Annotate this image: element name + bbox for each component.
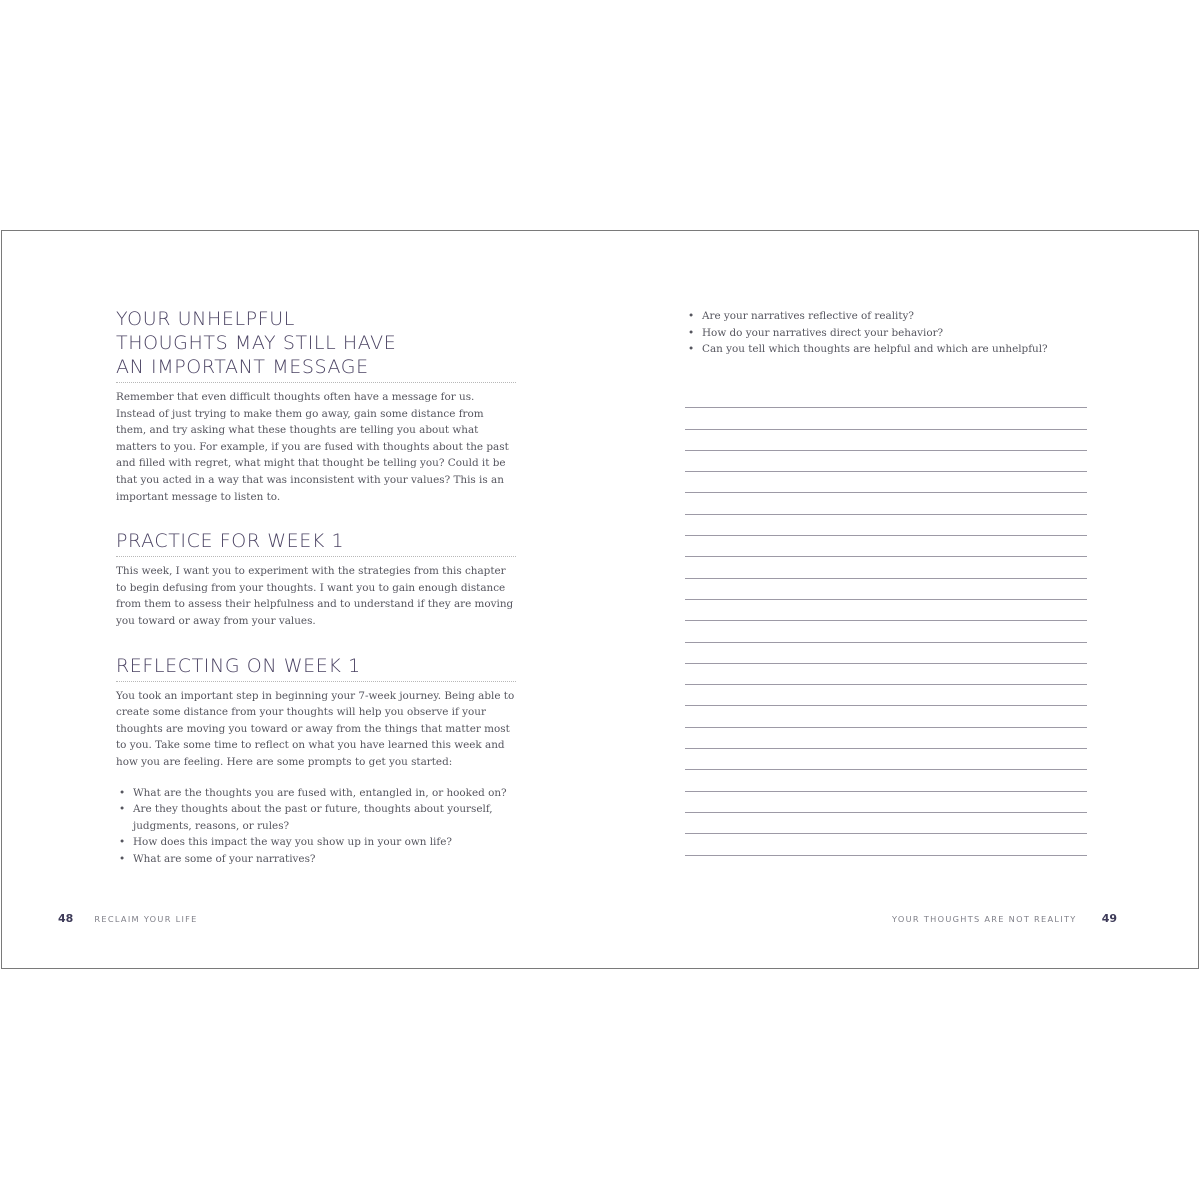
prompt-item: • Are your narratives reflective of reality?: [685, 308, 1087, 325]
prompt-item: • What are the thoughts you are fused with, entangled in, or hooked on?: [116, 785, 516, 802]
section-practice-week-1: [116, 529, 516, 629]
writing-line: [685, 557, 1087, 578]
page-number: 48: [58, 912, 74, 925]
heading-line: YOUR UNHELPFUL: [116, 308, 295, 330]
writing-line: [685, 770, 1087, 791]
writing-line: [685, 515, 1087, 536]
running-head: YOUR THOUGHTS ARE NOT REALITY: [892, 914, 1077, 924]
writing-line: [685, 643, 1087, 664]
heading-line: THOUGHTS MAY STILL HAVE: [116, 332, 397, 354]
prompt-item: • How does this impact the way you show up in your own life?: [116, 834, 516, 851]
prompt-item: • Can you tell which thoughts are helpful and which are unhelpful?: [685, 341, 1087, 358]
page-number: 49: [1101, 912, 1117, 925]
right-footer: [892, 907, 1117, 926]
writing-line: [685, 706, 1087, 727]
heading-line: AN IMPORTANT MESSAGE: [116, 356, 369, 378]
prompt-list: [685, 308, 1087, 358]
writing-lines: [685, 387, 1087, 856]
prompt-item: • What are some of your narratives?: [116, 851, 516, 868]
writing-line: [685, 536, 1087, 557]
writing-line: [685, 792, 1087, 813]
section-body: This week, I want you to experiment with the strategies from this chapter to begin defusing from your thoughts. I want you to gain enough distance from them to assess their helpfulness and to understand if they are moving you toward or away from your values.: [116, 565, 514, 627]
writing-line: [685, 387, 1087, 408]
left-page: [116, 307, 516, 867]
writing-line: [685, 621, 1087, 642]
prompt-list: [116, 785, 516, 868]
book-spread: [1, 230, 1199, 969]
left-footer: [58, 907, 198, 926]
writing-line: [685, 493, 1087, 514]
section-reflecting-week-1: [116, 654, 516, 868]
writing-line: [685, 472, 1087, 493]
writing-line: [685, 430, 1087, 451]
writing-line: [685, 664, 1087, 685]
section-body: Remember that even difficult thoughts often have a message for us. Instead of just trying to make them go away, gain some distance from them, and try asking what these thoughts are telling you about what matters to you. For example, if you are fused with thoughts about the past and filled with regret, what might that thought be telling you? Could it be that you acted in a way that was inconsistent with your values? This is an important message to listen to.: [116, 391, 509, 503]
writing-line: [685, 451, 1087, 472]
section-body: You took an important step in beginning your 7-week journey. Being able to create some distance from your thoughts will help you observe if your thoughts are moving you toward or away from the things that matter most to you. Take some time to reflect on what you have learned this week and how you are feeling. Here are some prompts to get you started:: [116, 689, 515, 768]
section-heading: PRACTICE FOR WEEK 1: [116, 529, 516, 557]
writing-line: [685, 685, 1087, 706]
writing-line: [685, 834, 1087, 855]
section-heading: REFLECTING ON WEEK 1: [116, 654, 516, 682]
writing-line: [685, 813, 1087, 834]
writing-line: [685, 408, 1087, 429]
prompt-item: • How do your narratives direct your behavior?: [685, 325, 1087, 342]
section-unhelpful-thoughts: [116, 307, 516, 505]
writing-line: [685, 600, 1087, 621]
writing-line: [685, 728, 1087, 749]
section-heading: [116, 307, 516, 383]
writing-line: [685, 579, 1087, 600]
prompt-item: • Are they thoughts about the past or future, thoughts about yourself, judgments, reasons, or rules?: [116, 801, 516, 834]
running-head: RECLAIM YOUR LIFE: [94, 914, 198, 924]
right-page: [685, 308, 1087, 358]
writing-line: [685, 749, 1087, 770]
